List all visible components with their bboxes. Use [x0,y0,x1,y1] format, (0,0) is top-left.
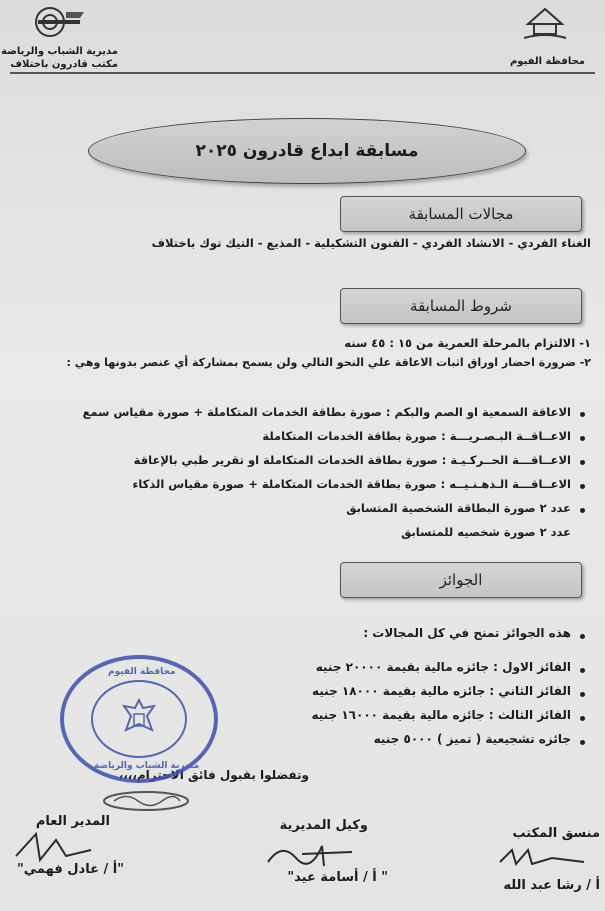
section-heading-fields [340,196,582,232]
bullet-dot [580,634,585,639]
bullet-dot [580,436,585,441]
prizes-intro: هذه الجوائز تمنح في كل المجالات : [363,626,571,640]
header-divider [10,72,595,74]
ministry-logo [30,4,88,40]
bullet-dot [580,460,585,465]
deputy-signature [262,832,362,872]
stamp-scribble [96,788,196,814]
condition-bullet-5: عدد ٢ صورة البطاقة الشخصية المتسابق [346,501,571,515]
condition-bullet-2: الاعــاقــة البـصـريـــة : صورة بطاقة الخدمات المتكاملة [262,429,571,443]
general-manager-name: "أ / عادل فهمي" [16,862,124,877]
section-heading-conditions [340,288,582,324]
coordinator-signature [492,840,592,874]
section-heading-prizes [340,562,582,598]
general-manager-title: المدير العام [35,814,110,829]
deputy-name: " أ / أسامة عيد" [287,870,388,885]
eagle-emblem-icon [91,680,187,758]
bullet-dot [580,668,585,673]
condition-item-2: ٢- ضرورة احضار اوراق اثبات الاعاقة علي النحو التالي ولن يسمح بمشاركة أي عنصر بدونها وهي : [66,356,591,369]
stamp-top-text: محافظة الفيوم [108,667,176,677]
condition-bullet-3: الاعــاقـــة الحــركـيـة : صورة بطاقة الخدمات المتكاملة او تقرير طبي بالإعاقة [133,453,571,467]
condition-extra: عدد ٢ صورة شخصيه للمتسابق [401,525,571,539]
header-right-line1: محافظة الفيوم [509,56,585,67]
page-title: مسابقة ابداع قادرون ٢٠٢٥ [195,141,419,161]
fields-heading-text: مجالات المسابقة [408,205,514,223]
bullet-dot [580,484,585,489]
header-left-line1: مديرية الشباب والرياضة [1,46,118,57]
condition-bullet-4: الاعــاقـــة الـذهـنـيــه : صورة بطاقة الخدمات المتكاملة + صورة مقياس الذكاء [132,477,571,491]
title-oval [88,118,526,184]
prizes-heading-text: الجوائز [439,571,483,589]
header-left-line2: مكتب قادرون باختلاف [10,59,118,70]
coordinator-name: أ / رشا عبد الله [503,878,600,893]
condition-item-1: ١- الالتزام بالمرحلة العمرية من ١٥ : ٤٥ سنه [344,336,591,350]
prize-item-1: الفائز الاول : جائزه مالية بقيمة ٢٠٠٠٠ جنيه [315,660,571,674]
stamp-bottom-text: مديرية الشباب والرياضة [94,761,200,771]
governorate-logo [520,4,570,44]
bullet-dot [580,692,585,697]
bullet-dot [580,740,585,745]
prize-item-3: الفائز الثالث : جائزه مالية بقيمة ١٦٠٠٠ جنيه [311,708,571,722]
closing-line: وتفضلوا بقبول فائق الاحترام،،،، [118,768,309,782]
general-manager-signature [6,826,96,866]
prize-item-4: جائزه تشجيعية ( تميز ) ٥٠٠٠ جنيه [373,732,571,746]
condition-bullet-1: الاعاقة السمعية او الصم والبكم : صورة بطاقة الخدمات المتكاملة + صورة مقياس سمع [82,405,571,419]
conditions-heading-text: شروط المسابقة [410,297,512,315]
official-stamp [60,655,218,783]
bullet-dot [580,716,585,721]
prize-item-2: الفائز الثاني : جائزه مالية بقيمة ١٨٠٠٠ جنيه [312,684,571,698]
coordinator-title: منسق المكتب [512,826,600,841]
bullet-dot [580,412,585,417]
fields-text: الغناء الفردي - الانشاد الفردي - الفنون التشكيلية - المذيع - التيك توك باختلاف [151,236,591,250]
deputy-title: وكيل المديرية [279,818,368,833]
bullet-dot [580,508,585,513]
